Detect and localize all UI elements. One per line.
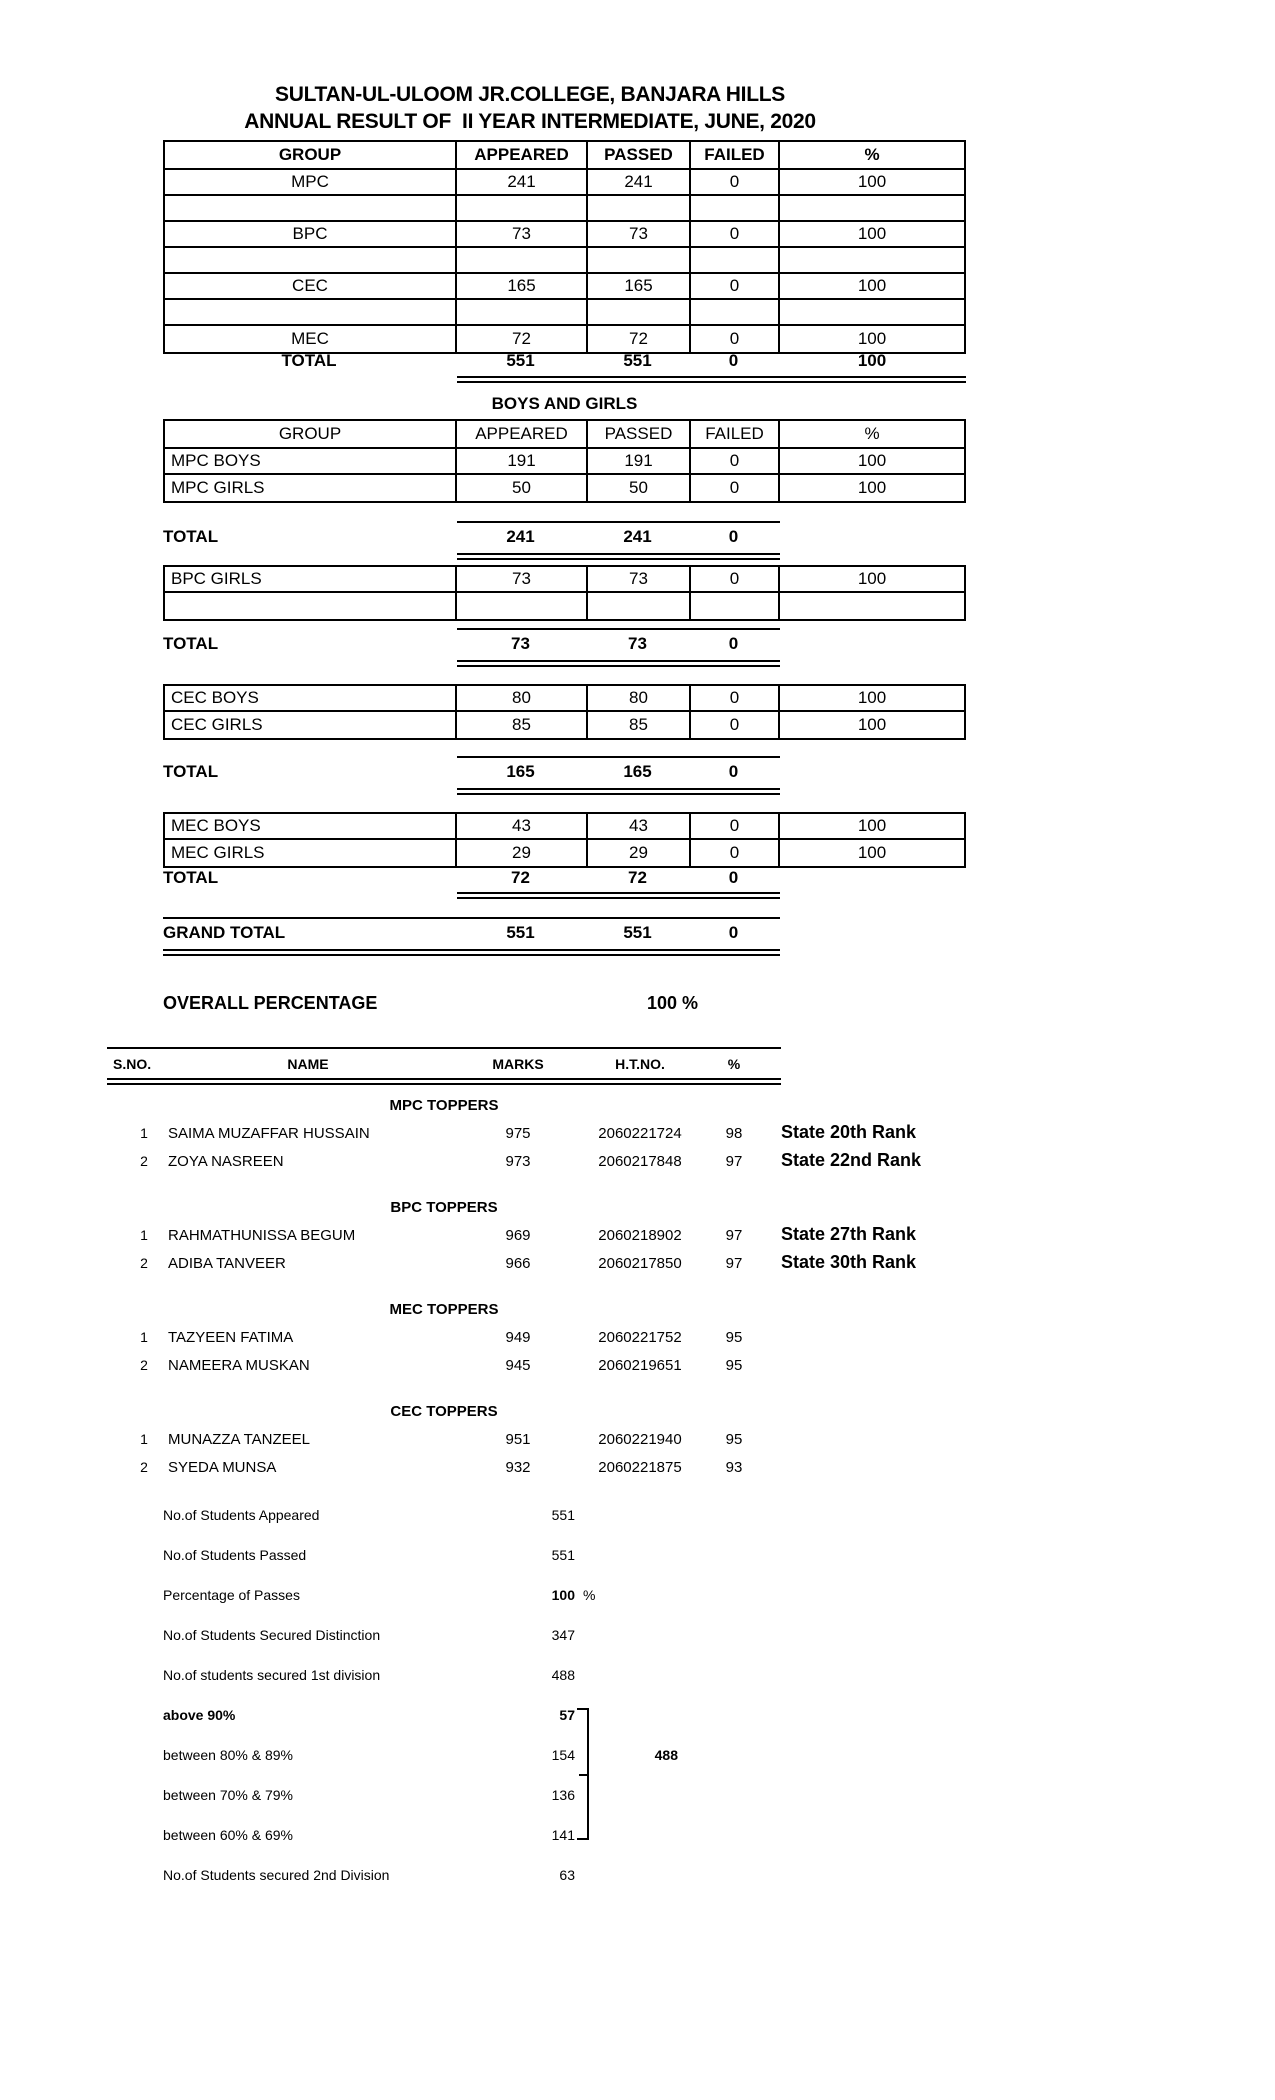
- cell-percent: 100: [857, 451, 887, 470]
- topper-row: [80, 1426, 1200, 1454]
- topper-pct: 97: [725, 1153, 743, 1170]
- mec-toppers-heading: MEC TOPPERS: [389, 1301, 499, 1318]
- stats-value: 100: [551, 1587, 575, 1603]
- summary-row: [165, 196, 964, 222]
- bpc-toppers-group: [80, 1194, 1200, 1278]
- total-appeared: 72: [511, 868, 530, 887]
- topper-row: [80, 1222, 1200, 1250]
- cell-appeared: 80: [457, 686, 588, 710]
- cell-failed: 0: [691, 170, 780, 194]
- stats-value-suffix: %: [583, 1587, 596, 1603]
- cell-percent: 100: [857, 715, 887, 734]
- topper-row: [80, 1120, 1200, 1148]
- total-failed: 0: [728, 527, 739, 546]
- mec-boys-girls-table: [163, 812, 966, 868]
- total-label: TOTAL: [163, 527, 219, 546]
- cell-passed: 50: [588, 475, 691, 501]
- stats-row: [163, 1535, 763, 1575]
- mpc-boys-girls-table: [163, 419, 966, 503]
- cell-failed: [691, 248, 780, 272]
- cell-passed: 73: [588, 567, 691, 591]
- topper-sno: 1: [140, 1125, 148, 1141]
- cell-failed: [691, 593, 780, 619]
- topper-sno: 2: [140, 1255, 148, 1271]
- topper-marks: 975: [505, 1125, 531, 1142]
- boys-girls-row: [165, 449, 964, 475]
- toppers-header-name: NAME: [287, 1056, 329, 1072]
- stats-value: 488: [551, 1667, 575, 1683]
- cell-appeared: 191: [457, 449, 588, 473]
- stats-value: 154: [551, 1747, 575, 1763]
- cell-group: MEC GIRLS: [165, 840, 457, 866]
- boys-girls-row: [165, 567, 964, 593]
- cell-failed: 0: [691, 222, 780, 246]
- cell-appeared: 165: [457, 274, 588, 298]
- bpc-toppers-heading: BPC TOPPERS: [390, 1199, 498, 1216]
- double-underline: [107, 1078, 781, 1085]
- stats-value: 551: [551, 1547, 575, 1563]
- cell-appeared: 73: [457, 222, 588, 246]
- stats-row: [163, 1655, 763, 1695]
- stats-value: 347: [551, 1627, 575, 1643]
- topper-marks: 949: [505, 1329, 531, 1346]
- cell-passed: [588, 593, 691, 619]
- rule-line: [457, 521, 780, 523]
- topper-name: NAMEERA MUSKAN: [168, 1357, 310, 1374]
- grand-total-passed: 551: [623, 923, 652, 942]
- header-passed: PASSED: [588, 421, 691, 447]
- cell-failed: [691, 300, 780, 324]
- distribution-bracket-bottom: [577, 1838, 589, 1840]
- topper-sno: 1: [140, 1329, 148, 1345]
- cell-percent: 100: [857, 478, 887, 497]
- topper-name: SAIMA MUZAFFAR HUSSAIN: [168, 1125, 370, 1142]
- grand-total-label: GRAND TOTAL: [163, 923, 286, 942]
- double-underline: [457, 892, 780, 899]
- topper-pct: 98: [725, 1125, 743, 1142]
- header-failed: FAILED: [691, 142, 780, 168]
- result-title: ANNUAL RESULT OF II YEAR INTERMEDIATE, JUNE, 2020: [244, 110, 816, 133]
- double-underline: [163, 949, 780, 956]
- cell-failed: 0: [691, 475, 780, 501]
- cell-group: MEC BOYS: [165, 814, 457, 838]
- topper-marks: 951: [505, 1431, 531, 1448]
- stats-row: [163, 1695, 763, 1735]
- cell-group: MEC: [165, 326, 457, 352]
- cell-group: CEC GIRLS: [165, 712, 457, 738]
- distribution-bracket-top: [577, 1708, 589, 1710]
- cell-passed: 85: [588, 712, 691, 738]
- total-appeared: 551: [506, 351, 535, 370]
- distribution-bracket-middle: [579, 1774, 587, 1776]
- cell-failed: 0: [691, 326, 780, 352]
- topper-state-rank: State 30th Rank: [781, 1252, 917, 1272]
- toppers-header-marks: MARKS: [492, 1056, 544, 1072]
- total-appeared: 165: [506, 762, 535, 781]
- grand-total-appeared: 551: [506, 923, 535, 942]
- bracket-total-value: 488: [654, 1747, 678, 1763]
- stats-row: [163, 1495, 763, 1535]
- total-passed: 241: [623, 527, 652, 546]
- topper-row: [80, 1454, 1200, 1482]
- total-passed: 73: [628, 634, 647, 653]
- stats-row: [163, 1775, 763, 1815]
- total-appeared: 73: [511, 634, 530, 653]
- cell-failed: 0: [691, 567, 780, 591]
- cell-percent: 100: [857, 816, 887, 835]
- cell-passed: 29: [588, 840, 691, 866]
- total-passed: 72: [628, 868, 647, 887]
- stats-label: No.of Students Passed: [163, 1547, 307, 1563]
- cell-failed: 0: [691, 814, 780, 838]
- toppers-header-pct: %: [727, 1056, 741, 1072]
- cell-group: [165, 248, 457, 272]
- cell-appeared: 43: [457, 814, 588, 838]
- stats-label: between 60% & 69%: [163, 1827, 293, 1843]
- topper-sno: 2: [140, 1357, 148, 1373]
- cell-passed: 43: [588, 814, 691, 838]
- cec-toppers-heading: CEC TOPPERS: [390, 1403, 498, 1420]
- stats-value: 551: [551, 1507, 575, 1523]
- cell-failed: [691, 196, 780, 220]
- topper-pct: 97: [725, 1227, 743, 1244]
- mpc-toppers-group: [80, 1092, 1200, 1176]
- cell-percent: [780, 300, 964, 324]
- cell-percent: 100: [857, 569, 887, 588]
- cell-appeared: 50: [457, 475, 588, 501]
- topper-pct: 95: [725, 1431, 743, 1448]
- topper-row: [80, 1148, 1200, 1176]
- total-label: TOTAL: [163, 634, 219, 653]
- cell-failed: 0: [691, 712, 780, 738]
- topper-name: MUNAZZA TANZEEL: [168, 1431, 310, 1448]
- cell-appeared: 241: [457, 170, 588, 194]
- boys-girls-row: [165, 686, 964, 712]
- mec-toppers-group: [80, 1296, 1200, 1380]
- topper-name: ADIBA TANVEER: [168, 1255, 286, 1272]
- boys-girls-row: [165, 475, 964, 501]
- header-appeared: APPEARED: [457, 142, 588, 168]
- cell-appeared: 72: [457, 326, 588, 352]
- stats-row: [163, 1855, 763, 1895]
- stats-row: [163, 1615, 763, 1655]
- summary-header-row: [165, 142, 964, 170]
- cell-group: [165, 300, 457, 324]
- topper-marks: 973: [505, 1153, 531, 1170]
- topper-row: [80, 1250, 1200, 1278]
- topper-sno: 1: [140, 1431, 148, 1447]
- stats-label: above 90%: [163, 1707, 236, 1723]
- topper-htno: 2060221875: [598, 1459, 682, 1476]
- grand-total-row: [163, 921, 966, 945]
- cell-passed: [588, 196, 691, 220]
- summary-row: [165, 170, 964, 196]
- bpc-total-row: [163, 632, 966, 656]
- total-passed: 551: [623, 351, 652, 370]
- toppers-section: [80, 1092, 1200, 1500]
- topper-name: SYEDA MUNSA: [168, 1459, 277, 1476]
- cell-failed: 0: [691, 274, 780, 298]
- boys-girls-row: [165, 593, 964, 619]
- cec-toppers-group: [80, 1398, 1200, 1482]
- cell-percent: [780, 593, 964, 619]
- cell-passed: 165: [588, 274, 691, 298]
- stats-label: No.of Students Secured Distinction: [163, 1627, 381, 1643]
- double-underline: [457, 788, 780, 795]
- stats-label: between 80% & 89%: [163, 1747, 293, 1763]
- mec-total-row: [163, 866, 966, 890]
- summary-row: [165, 222, 964, 248]
- cell-appeared: 29: [457, 840, 588, 866]
- cell-appeared: [457, 248, 588, 272]
- boys-girls-row: [165, 814, 964, 840]
- toppers-header-sno: S.NO.: [113, 1056, 152, 1072]
- toppers-header-htno: H.T.NO.: [615, 1056, 665, 1072]
- header-group: GROUP: [165, 142, 457, 168]
- stats-value: 63: [559, 1867, 575, 1883]
- stats-label: No.of Students Appeared: [163, 1507, 320, 1523]
- cell-appeared: [457, 593, 588, 619]
- cell-group: MPC: [165, 170, 457, 194]
- stats-label: between 70% & 79%: [163, 1787, 293, 1803]
- cell-percent: 100: [857, 688, 887, 707]
- bpc-girls-table: [163, 565, 966, 621]
- topper-htno: 2060217850: [598, 1255, 682, 1272]
- rule-line: [163, 917, 780, 919]
- topper-htno: 2060221724: [598, 1125, 682, 1142]
- topper-name: ZOYA NASREEN: [168, 1153, 284, 1170]
- header-percent: %: [864, 145, 880, 164]
- boys-girls-row: [165, 840, 964, 866]
- cell-failed: 0: [691, 686, 780, 710]
- rule-line: [457, 628, 780, 630]
- boys-girls-row: [165, 712, 964, 738]
- group-summary-table: [163, 140, 966, 354]
- topper-htno: 2060221752: [598, 1329, 682, 1346]
- double-underline: [457, 553, 780, 560]
- stats-label: No.of Students secured 2nd Division: [163, 1867, 390, 1883]
- cell-percent: 100: [857, 224, 887, 243]
- cell-group: CEC: [165, 274, 457, 298]
- cell-appeared: [457, 300, 588, 324]
- cell-passed: 241: [588, 170, 691, 194]
- cec-total-row: [163, 760, 966, 784]
- cell-percent: 100: [857, 276, 887, 295]
- double-underline: [457, 376, 966, 383]
- topper-pct: 97: [725, 1255, 743, 1272]
- cell-appeared: [457, 196, 588, 220]
- cell-group: CEC BOYS: [165, 686, 457, 710]
- stats-label: No.of students secured 1st division: [163, 1667, 381, 1683]
- double-underline: [457, 660, 780, 667]
- rule-line: [457, 756, 780, 758]
- topper-sno: 2: [140, 1153, 148, 1169]
- stats-row: [163, 1575, 763, 1615]
- total-failed: 0: [728, 351, 739, 370]
- cell-group: BPC: [165, 222, 457, 246]
- topper-marks: 966: [505, 1255, 531, 1272]
- overall-percentage-value: 100 %: [646, 993, 699, 1013]
- college-title: SULTAN-UL-ULOOM JR.COLLEGE, BANJARA HILLS: [275, 83, 785, 106]
- toppers-header-row: [107, 1047, 781, 1081]
- cell-failed: 0: [691, 840, 780, 866]
- cell-percent: [780, 248, 964, 272]
- stats-value: 57: [559, 1707, 575, 1723]
- topper-row: [80, 1324, 1200, 1352]
- cell-group: MPC GIRLS: [165, 475, 457, 501]
- cec-boys-girls-table: [163, 684, 966, 740]
- cell-percent: 100: [857, 172, 887, 191]
- header-passed: PASSED: [588, 142, 691, 168]
- cell-passed: 72: [588, 326, 691, 352]
- cell-group: BPC GIRLS: [165, 567, 457, 591]
- total-label: TOTAL: [281, 351, 337, 370]
- topper-htno: 2060221940: [598, 1431, 682, 1448]
- overall-percentage-label: OVERALL PERCENTAGE: [163, 993, 378, 1013]
- topper-name: TAZYEEN FATIMA: [168, 1329, 294, 1346]
- cell-passed: 191: [588, 449, 691, 473]
- topper-htno: 2060217848: [598, 1153, 682, 1170]
- grand-total-failed: 0: [728, 923, 739, 942]
- cell-passed: [588, 300, 691, 324]
- cell-group: MPC BOYS: [165, 449, 457, 473]
- topper-pct: 95: [725, 1357, 743, 1374]
- total-label: TOTAL: [163, 762, 219, 781]
- topper-state-rank: State 27th Rank: [781, 1224, 917, 1244]
- cell-percent: 100: [857, 329, 887, 348]
- boys-girls-header-row: [165, 421, 964, 449]
- topper-state-rank: State 20th Rank: [781, 1122, 917, 1142]
- topper-marks: 932: [505, 1459, 531, 1476]
- topper-htno: 2060219651: [598, 1357, 682, 1374]
- cell-appeared: 85: [457, 712, 588, 738]
- total-failed: 0: [728, 762, 739, 781]
- topper-sno: 2: [140, 1459, 148, 1475]
- topper-pct: 95: [725, 1329, 743, 1346]
- topper-name: RAHMATHUNISSA BEGUM: [168, 1227, 356, 1244]
- header-failed: FAILED: [691, 421, 780, 447]
- header-percent: %: [864, 424, 880, 443]
- stats-value: 136: [551, 1787, 575, 1803]
- header-appeared: APPEARED: [457, 421, 588, 447]
- cell-group: [165, 593, 457, 619]
- cell-failed: 0: [691, 449, 780, 473]
- distribution-bracket-line: [587, 1708, 589, 1840]
- summary-row: [165, 274, 964, 300]
- topper-row: [80, 1352, 1200, 1380]
- statistics-section: [163, 1495, 763, 1895]
- cell-passed: 80: [588, 686, 691, 710]
- total-failed: 0: [728, 634, 739, 653]
- boys-girls-heading: BOYS AND GIRLS: [491, 394, 638, 413]
- total-passed: 165: [623, 762, 652, 781]
- header-group: GROUP: [165, 421, 457, 447]
- total-label: TOTAL: [163, 868, 219, 887]
- cell-passed: 73: [588, 222, 691, 246]
- summary-row: [165, 248, 964, 274]
- topper-sno: 1: [140, 1227, 148, 1243]
- topper-marks: 945: [505, 1357, 531, 1374]
- stats-value: 141: [551, 1827, 575, 1843]
- total-failed: 0: [728, 868, 739, 887]
- cell-passed: [588, 248, 691, 272]
- cell-percent: 100: [857, 843, 887, 862]
- topper-state-rank: State 22nd Rank: [781, 1150, 922, 1170]
- total-appeared: 241: [506, 527, 535, 546]
- cell-percent: [780, 196, 964, 220]
- topper-marks: 969: [505, 1227, 531, 1244]
- summary-row: [165, 300, 964, 326]
- mpc-total-row: [163, 525, 966, 549]
- stats-row: [163, 1815, 763, 1855]
- total-percent: 100: [857, 351, 887, 370]
- topper-pct: 93: [725, 1459, 743, 1476]
- mpc-toppers-heading: MPC TOPPERS: [389, 1097, 499, 1114]
- stats-label: Percentage of Passes: [163, 1587, 300, 1603]
- cell-appeared: 73: [457, 567, 588, 591]
- summary-total-row: [163, 349, 966, 373]
- topper-htno: 2060218902: [598, 1227, 682, 1244]
- cell-group: [165, 196, 457, 220]
